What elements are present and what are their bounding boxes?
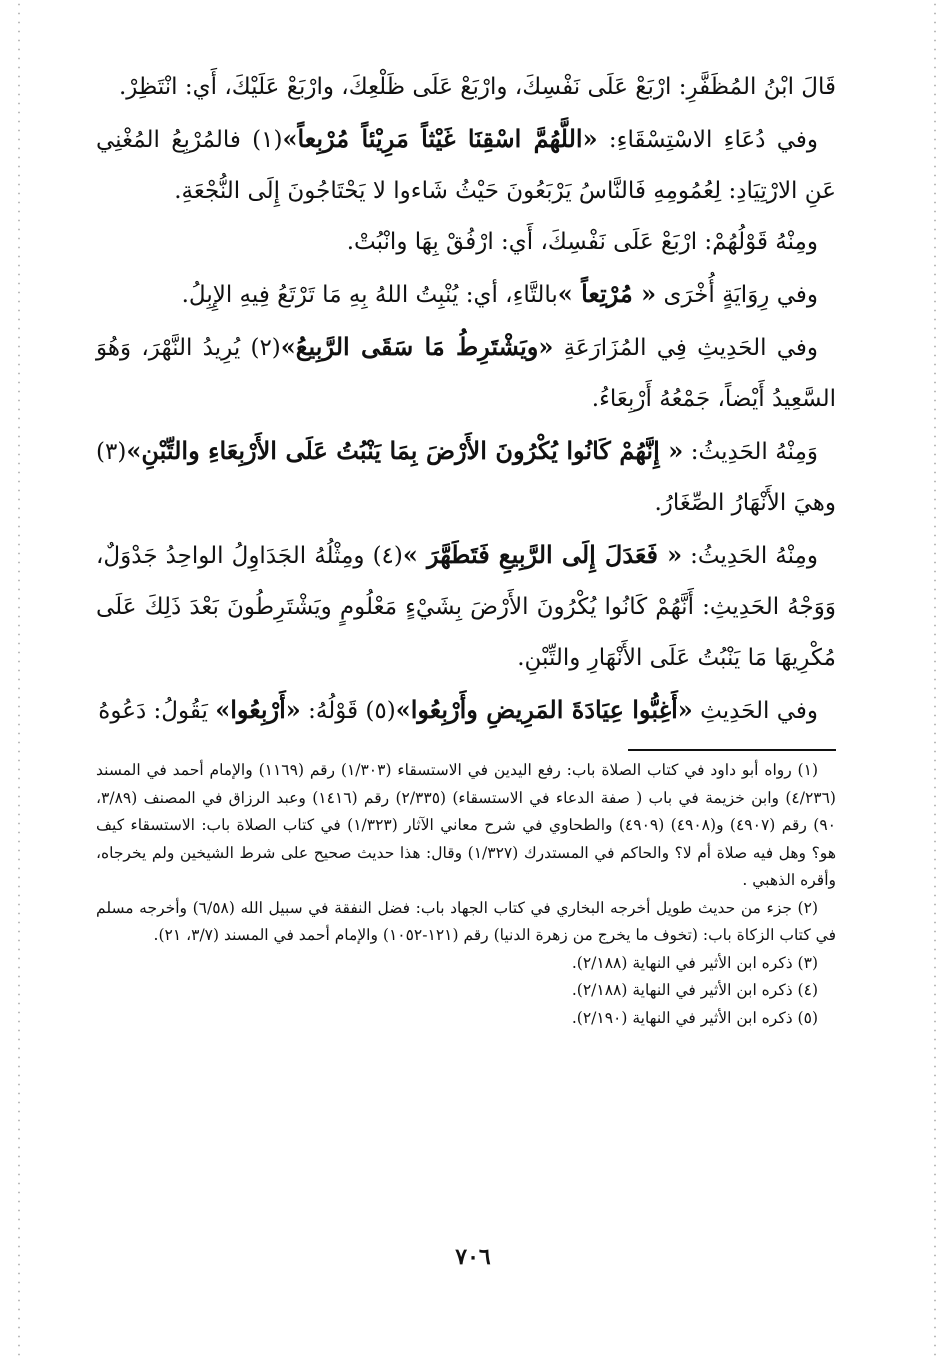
paragraph-text: وفي دُعَاءِ الاسْتِسْقَاءِ: — [597, 127, 819, 153]
footnotes — [96, 757, 836, 1032]
paragraph-text: قَالَ ابْنُ المُظَفَّرِ: ارْبَعْ عَلَى نَفْسِكَ، وارْبَعْ عَلَى ظَلْعِكَ، وارْبَعْ عَلَيْكَ، أَي: انْتَظِرْ. — [118, 74, 836, 100]
right-edge-marks — [934, 0, 936, 1360]
quoted-text: « مُرْتِعاً » — [557, 279, 657, 308]
footnote: (١) رواه أبو داود في كتاب الصلاة باب: رفع اليدين في الاستسقاء (١/٣٠٣) رقم (١١٦٩) والإمام أحمد في المسند (٤/٢٣٦) وابن خزيمة في باب ( صفة الدعاء في الاستسقاء) (٢/٣٣٥) رقم (١٤١٦) وعبد الرزاق في المصنف (٣/٨٩، ٩٠) رقم (٤٩٠٧) و(٤٩٠٨) (٤٩٠٩) والطحاوي في شرح معاني الآثار (١/٣٢٣) في كتاب الصلاة باب: الاستسقاء كيف هو؟ وهل فيه صلاة أم لا؟ والحاكم في المستدرك (١/٣٢٧) وقال: هذا حديث صحيح على شرط الشيخين ولم يخرجاه، وأقره الذهبي . — [96, 761, 836, 889]
paragraph-text: يَقُولُ: دَعُوهُ — [98, 698, 216, 724]
footnote: (٥) ذكره ابن الأثير في النهاية (٢/١٩٠). — [571, 1008, 818, 1027]
body-paragraph — [96, 529, 836, 684]
paragraph-text: وفي رِوَايَةٍ أُخْرَى — [656, 282, 818, 308]
paragraph-text: (٥) قَوْلُهُ: — [300, 698, 396, 724]
body-paragraph — [96, 321, 836, 425]
left-edge-marks — [18, 0, 20, 1360]
footnote: (٤) ذكره ابن الأثير في النهاية (٢/١٨٨). — [571, 981, 818, 999]
body-text — [96, 62, 836, 737]
paragraph-text: ومِنْهُ قَوْلُهُمْ: ارْبَعْ عَلَى نَفْسِكَ، أَي: ارْفُقْ بِهَا وانْبُتْ. — [346, 229, 818, 255]
page-number: ٧٠٦ — [455, 1244, 491, 1270]
body-paragraph — [96, 268, 836, 321]
body-paragraph — [96, 425, 836, 529]
paragraph-text: (١) فالمُرْبِعُ المُغْنِي عَنِ الارْتِيَادِ: لِعُمُومِهِ فَالنَّاسُ يَرْبَعُونَ حَيْثُ شَاءوا لا يَحْتَاجُونَ إِلَى النُّجْعَةِ. — [96, 127, 836, 204]
page-content — [96, 62, 836, 1032]
footnote-divider — [628, 749, 836, 751]
paragraph-text: (٤) ومِثْلُهُ الجَدَاوِلُ الواحِدُ جَدْوَلٌ، وَوَجْهُ الحَدِيثِ: أَنَّهُمْ كَانُوا يُكْرُونَ الأَرْضَ بِشَيْءٍ مَعْلُومٍ ويَشْتَرِطُونَ بَعْدَ ذَلِكَ عَلَى مُكْرِيهَا مَا يَنْبُتُ عَلَى الأَنْهَارِ والتِّبْنِ. — [96, 543, 836, 671]
paragraph-text: ومِنْهُ الحَدِيثُ: — [682, 543, 818, 569]
quoted-text: « فَعَدَلَ إِلَى الرَّبِيعِ فَتَطَهَّرَ » — [402, 540, 683, 569]
quoted-text: «اللَّهُمَّ اسْقِنَا غَيْثاً مَرِيْئاً مُرْبِعاً» — [282, 124, 598, 153]
body-paragraph — [96, 217, 836, 268]
paragraph-text: وفي الحَدِيثِ — [692, 698, 818, 724]
paragraph-text: وَمِنْهُ الحَدِيثُ: — [683, 439, 818, 465]
quoted-text: « إِنَّهُمْ كَانُوا يُكْرُونَ الأَرْضَ بِمَا يَنْبُتُ عَلَى الأَرْبِعَاءِ والتِّبْنِ» — [126, 436, 684, 465]
quoted-text: «أَغِبُّوا عِيَادَةَ المَرِيضِ وأَرْبِعُوا» — [395, 695, 693, 724]
body-paragraph — [96, 113, 836, 217]
quoted-text: «ويَشْتَرِطُ مَا سَقَى الرَّبِيعُ» — [280, 332, 554, 361]
paragraph-text: (٣) وهيَ الأَنْهَارُ الصِّغَارُ. — [96, 439, 836, 516]
body-paragraph — [96, 62, 836, 113]
paragraph-text: وفي الحَدِيثِ فِي المُزَارَعَةِ — [553, 335, 818, 361]
body-paragraph — [96, 684, 836, 737]
footnote: (٢) جزء من حديث طويل أخرجه البخاري في كتاب الجهاد باب: فضل النفقة في سبيل الله (٦/٥٨) وأخرجه مسلم في كتاب الزكاة باب: (تخوف ما يخرج من زهرة الدنيا) رقم (١٢١-١٠٥٢) والإمام أحمد في المسند (٣/٧، ٢١). — [96, 898, 836, 944]
footnote: (٣) ذكره ابن الأثير في النهاية (٢/١٨٨). — [571, 953, 818, 972]
quoted-text: «أَرْبِعُوا» — [215, 695, 301, 724]
paragraph-text: بالتَّاءِ، أي: يُنْبِتُ اللهُ بِهِ مَا تَرْتَعُ فِيهِ الإِبِلُ. — [181, 282, 558, 308]
paragraph-text: (٢) يُرِيدُ النَّهْرَ، وَهُوَ السَّعِيدُ أَيْضاً، جَمْعُهُ أَرْبِعَاءُ. — [96, 335, 836, 412]
